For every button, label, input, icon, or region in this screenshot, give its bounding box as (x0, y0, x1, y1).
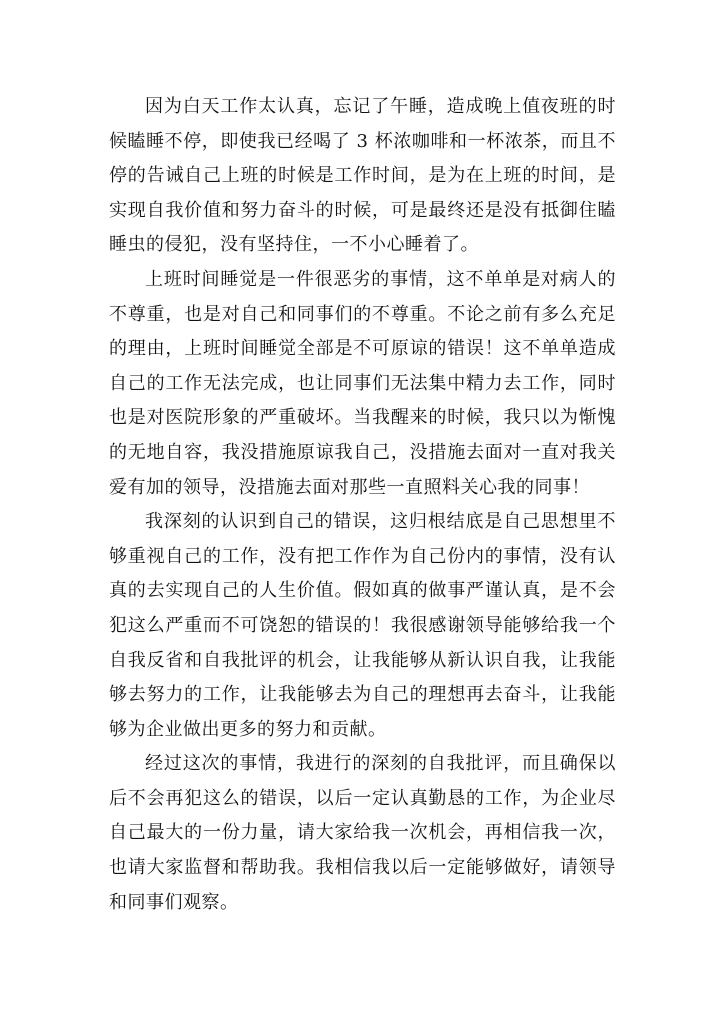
paragraph-3: 我深刻的认识到自己的错误，这归根结底是自己思想里不够重视自己的工作，没有把工作作为自己份内的事情，没有认真的去实现自己的人生价值。假如真的做事严谨认真，是不会犯这么严重而不可饶恕的错误的！我很感谢领导能够给我一个自我反省和自我批评的机会，让我能够从新认识自我，让我能够去努力的工作，让我能够去为自己的理想再去奋斗，让我能够为企业做出更多的努力和贡献。 (109, 511, 616, 740)
document-page (109, 90, 616, 920)
paragraph-4: 经过这次的事情，我进行的深刻的自我批评，而且确保以后不会再犯这么的错误，以后一定认真勤恳的工作，为企业尽自己最大的一份力量，请大家给我一次机会，再相信我一次，也请大家监督和帮助我。我相信我以后一定能够做好，请领导和同事们观察。 (109, 753, 616, 913)
paragraph-2: 上班时间睡觉是一件很恶劣的事情，这不单单是对病人的不尊重，也是对自己和同事们的不尊重。不论之前有多么充足的理由，上班时间睡觉全部是不可原谅的错误！这不单单造成自己的工作无法完成，也让同事们无法集中精力去工作，同时也是对医院形象的严重破坏。当我醒来的时候，我只以为惭愧的无地自容，我没措施原谅我自己，没措施去面对一直对我关爱有加的领导，没措施去面对那些一直照料关心我的同事！ (109, 268, 616, 498)
paragraph-1: 因为白天工作太认真，忘记了午睡，造成晚上值夜班的时候瞌睡不停，即使我已经喝了 3 杯浓咖啡和一杯浓茶，而且不停的告诫自己上班的时候是工作时间，是为在上班的时间，是实现自我价值和努力奋斗的时候，可是最终还是没有抵御住瞌睡虫的侵犯，没有坚持住，一不小心睡着了。 (109, 96, 616, 256)
